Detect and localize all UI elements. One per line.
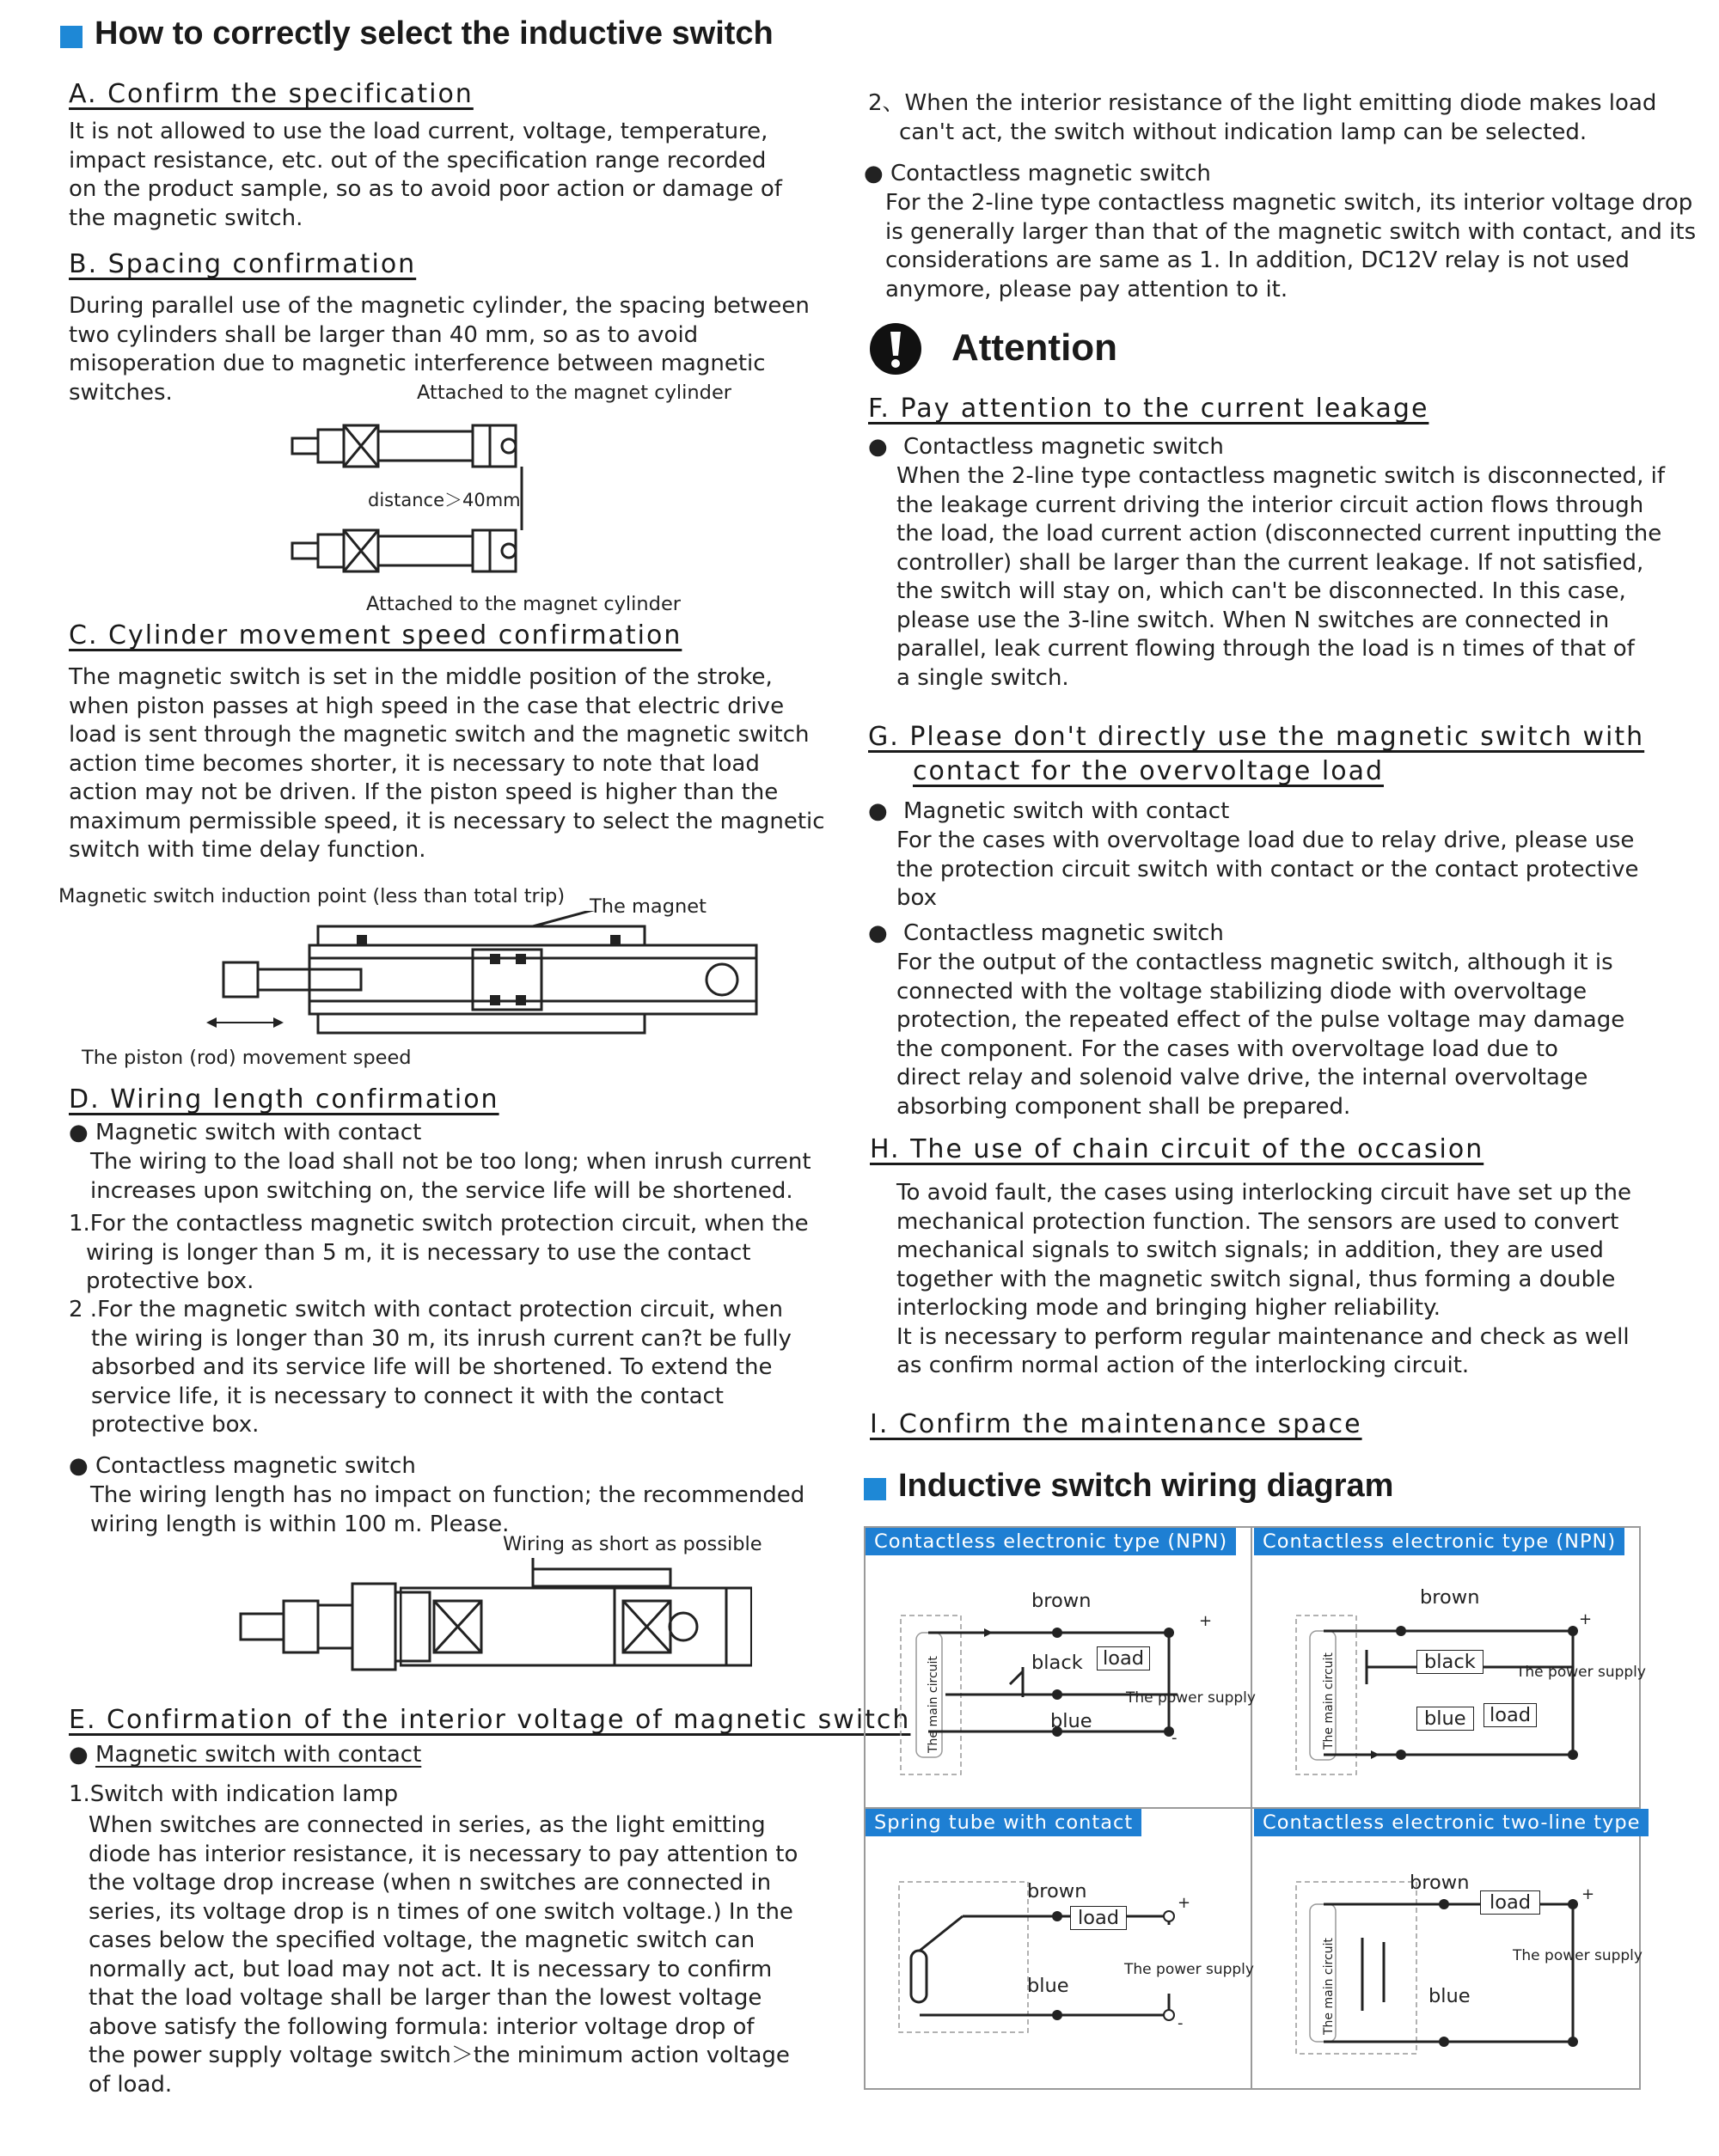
section-g-bullet2 [868, 919, 1224, 948]
text-line: protective box. [86, 1268, 254, 1294]
text-line: wiring length is within 100 m. Please. [90, 1511, 510, 1537]
section-e-bullet2 [864, 160, 1211, 188]
bullet-label: Contactless magnetic switch [95, 1453, 416, 1479]
wiring-heading: Inductive switch wiring diagram [898, 1468, 1394, 1504]
text-line: mechanical protection function. The sensors are used to convert [896, 1208, 1619, 1235]
svg-text:+: + [1579, 1610, 1593, 1628]
text-line: wiring is longer than 5 m, it is necessary to use the contact [86, 1239, 751, 1266]
text-line: as confirm normal action of the interlocking circuit. [896, 1353, 1470, 1378]
text-line: the voltage drop increase (when n switches are connected in [89, 1870, 772, 1896]
panel3-supply-label: The power supply [1124, 1961, 1254, 1978]
bullet-label: Magnetic switch with contact [902, 798, 1230, 824]
section-f-bullet [868, 433, 1224, 461]
text-line: maximum permissible speed, it is necessary to select the magnetic [69, 808, 825, 834]
text-line: absorbing component shall be prepared. [896, 1093, 1351, 1120]
text-line: The magnetic switch is set in the middle position of the stroke, [69, 664, 773, 690]
panel2-blue-box: blue [1416, 1707, 1474, 1731]
text-line: protective box. [91, 1412, 260, 1438]
panel3-load-box: load [1070, 1906, 1127, 1930]
heading-square-icon [60, 26, 83, 48]
text-line: controller) shall be larger than the current leakage. If not satisfied, [896, 549, 1644, 576]
text-line: the load, the load current action (disconnected current inputting the [896, 521, 1662, 547]
spacing-diagram [284, 404, 576, 593]
panel1-black-label: black [1031, 1652, 1083, 1674]
label-piston-speed: The piston (rod) movement speed [82, 1047, 412, 1069]
text-line: To avoid fault, the cases using interlocking circuit have set up the [896, 1180, 1631, 1206]
panel3-title: Spring tube with contact [866, 1809, 1141, 1836]
section-d-bullet1 [69, 1119, 421, 1147]
label-induction-point: Magnetic switch induction point (less than total trip) [58, 885, 566, 907]
text-line: interlocking mode and bringing higher reliability. [896, 1295, 1441, 1321]
wiring-length-diagram [236, 1554, 752, 1691]
panel1-brown-label: brown [1031, 1590, 1092, 1612]
text-line: The wiring to the load shall not be too long; when inrush current [90, 1149, 811, 1175]
bullet-icon: ● [69, 1120, 89, 1145]
section-e-item1: 1.Switch with indication lamp [69, 1781, 399, 1807]
text-line: mechanical signals to switch signals; in addition, they are used [896, 1237, 1604, 1263]
text-line: above satisfy the following formula: interior voltage drop of [89, 2013, 755, 2040]
text-line: absorbed and its service life will be shortened. To extend the [91, 1354, 773, 1380]
panel1-title: Contactless electronic type (NPN) [866, 1528, 1236, 1555]
text-line: series, its voltage drop is n times of one switch voltage.) In the [89, 1898, 793, 1925]
text-line: when piston passes at high speed in the case that electric drive [69, 693, 785, 719]
text-line: two cylinders shall be larger than 40 mm, so as to avoid [69, 321, 699, 348]
text-line: It is necessary to perform regular maintenance and check as well [896, 1323, 1630, 1350]
warning-icon [868, 321, 923, 376]
text-line: can't act, the switch without indication lamp can be selected. [899, 119, 1587, 145]
section-d-title: D. Wiring length confirmation [69, 1084, 499, 1115]
section-d-bullet2-text [90, 1481, 847, 1539]
text-line: together with the magnetic switch signal, thus forming a double [896, 1266, 1616, 1292]
svg-text:-: - [1178, 2014, 1184, 2032]
text-line: on the product sample, so as to avoid poor action or damage of [69, 176, 782, 202]
section-e-bullet2-text [885, 189, 1710, 304]
text-line: the protection circuit switch with contact or the contact protective [896, 856, 1639, 883]
section-g-bullet1 [868, 797, 1229, 826]
text-line: protection, the repeated effect of the pulse voltage may damage [896, 1007, 1625, 1033]
svg-text:+: + [1199, 1612, 1213, 1630]
label-distance: distance＞40mm [368, 490, 521, 510]
text-line: For the cases with overvoltage load due to relay drive, please use [896, 828, 1635, 853]
text-line: For the 2-line type contactless magnetic switch, its interior voltage drop [885, 190, 1693, 216]
panel4-load-box: load [1480, 1890, 1540, 1915]
text-line: For the output of the contactless magnetic switch, although it is [896, 950, 1613, 975]
text-line: the power supply voltage switch＞the minimum action voltage [89, 2043, 790, 2068]
text-line: action time becomes shorter, it is necessary to note that load [69, 750, 760, 777]
bullet-icon: ● [868, 434, 888, 460]
text-line: load is sent through the magnetic switch and the magnetic switch [69, 722, 810, 748]
text-line: the component. For the cases with overvoltage load due to [896, 1035, 1558, 1062]
section-g-bullet2-text [896, 949, 1704, 1121]
text-line: of load. [89, 2071, 173, 2098]
panel1-load-box: load [1097, 1646, 1150, 1670]
text-line: considerations are same as 1. In addition, DC12V relay is not used [885, 247, 1630, 273]
section-d-bullet1-text [90, 1148, 847, 1206]
text-line: switches. [69, 379, 173, 406]
label-magnet: The magnet [590, 895, 707, 918]
section-d-item1 [69, 1210, 842, 1297]
section-c-text [69, 663, 851, 865]
bullet-icon: ● [868, 920, 888, 946]
text-line: parallel, leak current flowing through the load is n times of that of [896, 636, 1635, 662]
text-line: service life, it is necessary to connect it with the contact [91, 1383, 724, 1409]
text-line: action may not be driven. If the piston speed is higher than the [69, 779, 779, 805]
svg-text:-: - [1171, 1729, 1178, 1747]
panel1-main-circuit-label: The main circuit [927, 1656, 940, 1753]
panel4-main-circuit-label: The main circuit [1322, 1938, 1336, 2035]
section-h-text [896, 1179, 1704, 1381]
text-line: anymore, please pay attention to it. [885, 276, 1288, 302]
text-line: 1.For the contactless magnetic switch protection circuit, when the [69, 1211, 809, 1237]
attention-title: Attention [951, 327, 1118, 369]
section-g-title-2: contact for the overvoltage load [913, 756, 1384, 786]
text-line: diode has interior resistance, it is necessary to pay attention to [89, 1841, 798, 1867]
text-line: that the load voltage shall be larger than the lowest voltage [89, 1985, 762, 2011]
text-line: increases upon switching on, the service life will be shortened. [90, 1177, 793, 1204]
bullet-label: Magnetic switch with contact [95, 1742, 422, 1768]
text-line: impact resistance, etc. out of the specification range recorded [69, 147, 767, 174]
bullet-icon: ● [69, 1742, 89, 1768]
label-attached-top: Attached to the magnet cylinder [417, 382, 732, 404]
wiring-heading-square-icon [864, 1478, 886, 1500]
text-line: cases below the specified voltage, the magnetic switch can [89, 1927, 756, 1953]
label-wiring-short: Wiring as short as possible [503, 1533, 762, 1555]
bullet-label: Contactless magnetic switch [902, 434, 1224, 460]
section-a-title: A. Confirm the specification [69, 79, 474, 109]
section-h-title: H. The use of chain circuit of the occasion [870, 1134, 1484, 1164]
text-line: the switch will stay on, which can't be disconnected. In this case, [896, 578, 1626, 604]
section-i-title: I. Confirm the maintenance space [870, 1409, 1362, 1439]
section-f-title: F. Pay attention to the current leakage [868, 394, 1429, 424]
page-title: How to correctly select the inductive switch [95, 15, 774, 52]
bullet-icon: ● [864, 161, 884, 186]
panel4-title: Contactless electronic two-line type [1254, 1809, 1649, 1836]
section-b-title: B. Spacing confirmation [69, 249, 417, 279]
text-line: switch with time delay function. [69, 837, 426, 863]
text-line: please use the 3-line switch. When N switches are connected in [896, 607, 1610, 633]
text-line: normally act, but load may not act. It is necessary to confirm [89, 1956, 773, 1982]
panel2-title: Contactless electronic type (NPN) [1254, 1528, 1624, 1555]
section-g-title-1: G. Please don't directly use the magnetic switch with [868, 722, 1645, 752]
label-attached-bottom: Attached to the magnet cylinder [366, 593, 682, 615]
bullet-icon: ● [69, 1453, 89, 1479]
section-g-bullet1-text [896, 827, 1704, 913]
section-d-bullet2 [69, 1452, 416, 1481]
text-line: The wiring length has no impact on function; the recommended [90, 1482, 805, 1508]
section-e-bullet1 [69, 1741, 421, 1769]
panel2-load-box: load [1483, 1703, 1537, 1727]
text-line: connected with the voltage stabilizing diode with overvoltage [896, 978, 1587, 1005]
bullet-label: Contactless magnetic switch [902, 920, 1224, 946]
panel1-blue-label: blue [1050, 1710, 1092, 1732]
panel2-brown-label: brown [1420, 1586, 1480, 1609]
panel2-black-box: black [1416, 1650, 1483, 1674]
text-line: misoperation due to magnetic interference between magnetic [69, 351, 766, 376]
panel4-blue-label: blue [1428, 1985, 1471, 2007]
cylinder-section-diagram [206, 911, 808, 1057]
section-a-text [69, 118, 842, 233]
panel4-brown-label: brown [1410, 1872, 1470, 1894]
panel3-blue-label: blue [1027, 1975, 1069, 1997]
panel2-supply-label: The power supply [1516, 1664, 1646, 1681]
text-line: the magnetic switch. [69, 205, 303, 231]
panel1-supply-label: The power supply [1126, 1689, 1256, 1707]
svg-text:+: + [1581, 1885, 1595, 1903]
text-line: It is not allowed to use the load current, voltage, temperature, [69, 119, 768, 144]
text-line: 2、When the interior resistance of the light emitting diode makes load [868, 90, 1657, 116]
svg-text:+: + [1178, 1894, 1191, 1912]
section-e-item2 [868, 89, 1693, 147]
text-line: When switches are connected in series, as the light emitting [89, 1812, 766, 1838]
panel3-brown-label: brown [1027, 1880, 1087, 1903]
panel2-main-circuit-label: The main circuit [1322, 1652, 1336, 1750]
panel4-supply-label: The power supply [1513, 1947, 1643, 1964]
bullet-label: Contactless magnetic switch [890, 161, 1211, 186]
text-line: box [896, 885, 937, 911]
section-c-title: C. Cylinder movement speed confirmation [69, 620, 682, 650]
bullet-label: Magnetic switch with contact [95, 1120, 422, 1145]
section-f-text [896, 462, 1704, 693]
text-line: the leakage current driving the interior circuit action flows through [896, 492, 1644, 518]
section-e-item1-text [89, 1811, 845, 2099]
section-d-item2 [69, 1296, 842, 1440]
text-line: During parallel use of the magnetic cylinder, the spacing between [69, 293, 810, 319]
text-line: When the 2-line type contactless magnetic switch is disconnected, if [896, 463, 1666, 489]
text-line: the wiring is longer than 30 m, its inrush current can?t be fully [91, 1325, 792, 1352]
text-line: 2 .For the magnetic switch with contact protection circuit, when [69, 1297, 784, 1322]
text-line: a single switch. [896, 664, 1069, 691]
section-e-title: E. Confirmation of the interior voltage of magnetic switch [69, 1705, 911, 1735]
bullet-icon: ● [868, 798, 888, 824]
text-line: direct relay and solenoid valve drive, the internal overvoltage [896, 1065, 1588, 1090]
text-line: is generally larger than that of the magnetic switch with contact, and its [885, 218, 1697, 245]
